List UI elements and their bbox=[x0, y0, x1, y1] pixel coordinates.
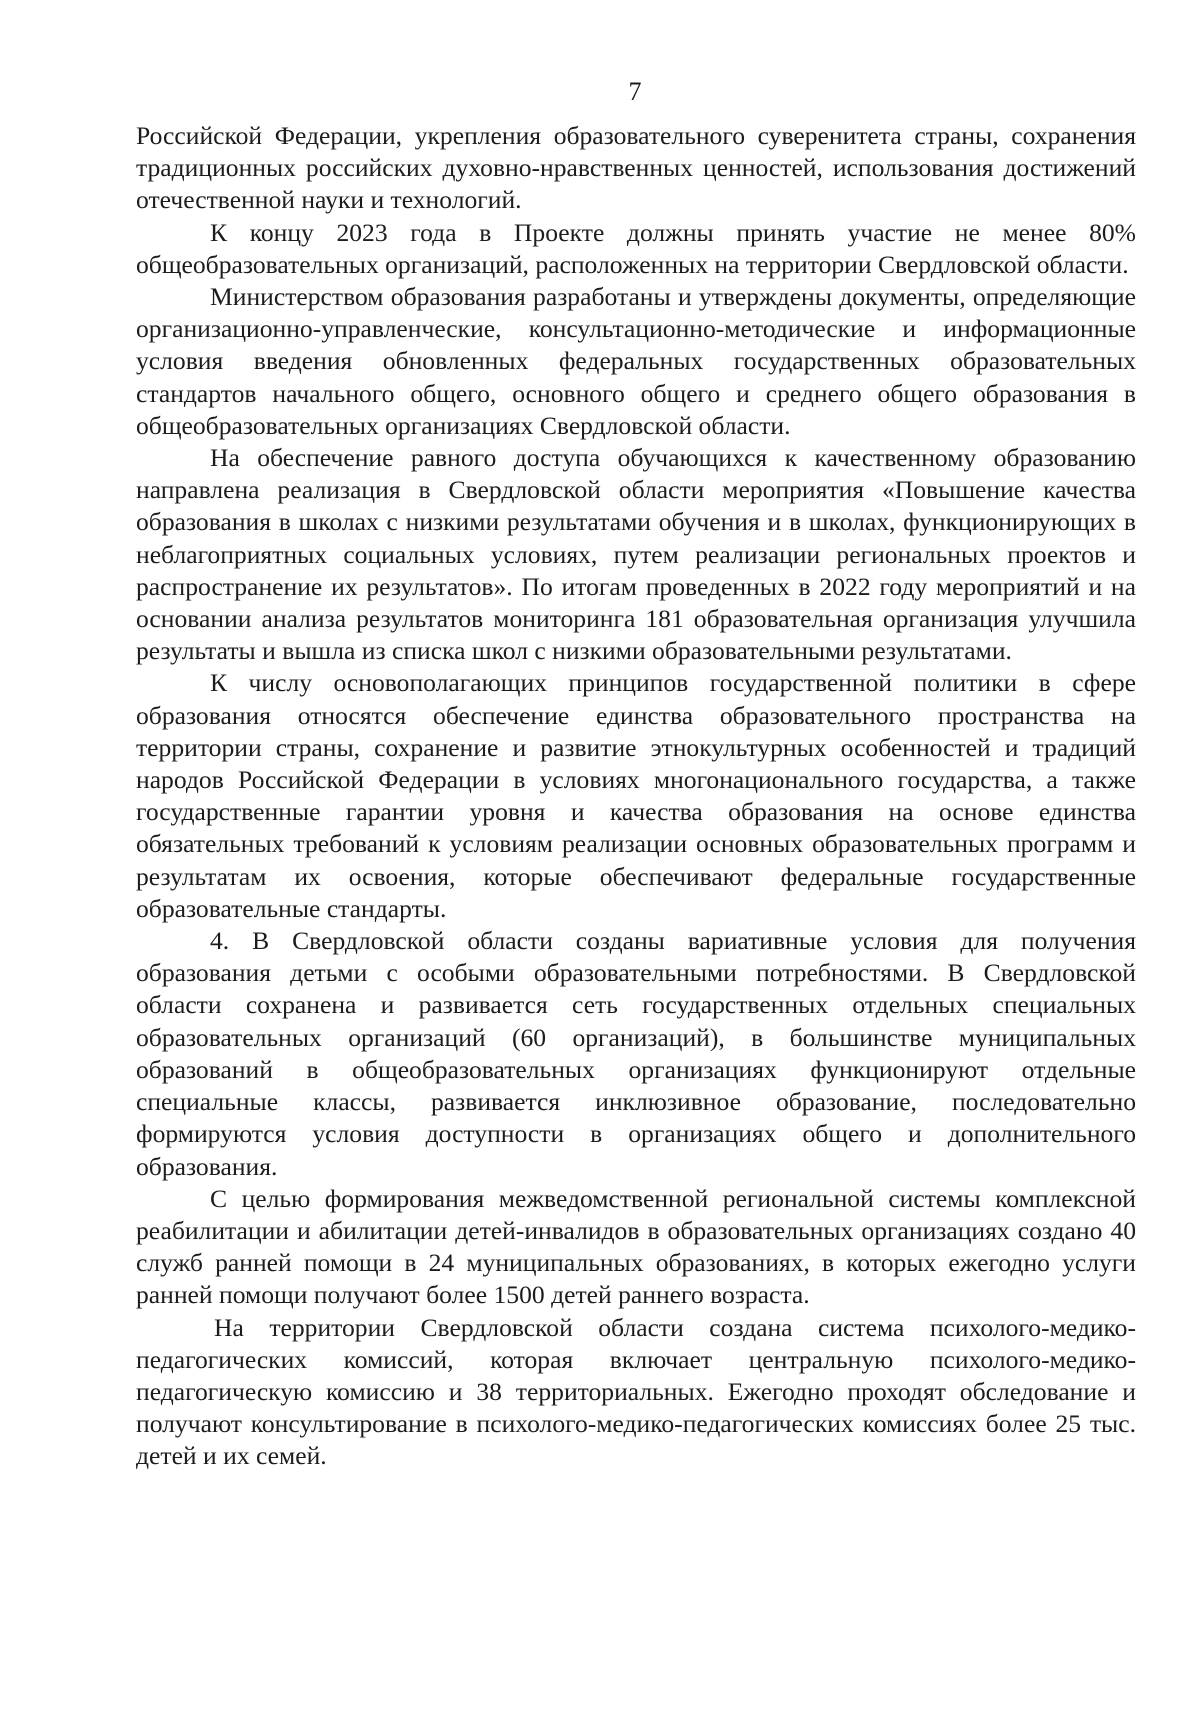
page-number: 7 bbox=[628, 77, 642, 106]
paragraph-ministry-documents: Министерством образования разработаны и утверждены документы, определяющие организационно-управленческие, консультационно-методические и информационные условия введения обновленных федеральных государственных образовательных стандартов начального общего, основного общего и среднего общего образования в общеобразовательных организациях Свердловской области. bbox=[136, 282, 1136, 440]
paragraph-project-participation: К концу 2023 года в Проекте должны принять участие не менее 80% общеобразовательных организаций, расположенных на территории Свердловской области. bbox=[136, 217, 1136, 279]
document-body bbox=[136, 120, 1136, 1473]
paragraph-state-policy-principles: К числу основополагающих принципов государственной политики в сфере образования относятся обеспечение единства образовательного пространства на территории страны, сохранение и развитие этнокультурных особенностей и традиций народов Российской Федерации в условиях многонационального государства, а также государственные гарантии уровня и качества образования на основе единства обязательных требований к условиям реализации основных образовательных программ и результатам их освоения, которые обеспечивают федеральные государственные образовательные стандарты. bbox=[136, 668, 1136, 923]
paragraph-special-needs-education: 4. В Свердловской области созданы вариативные условия для получения образования детьми с особыми образовательными потребностями. В Свердловской области сохранена и развивается сеть государственных отдельных специальных образовательных организаций (60 организаций), в большинстве муниципальных образований в общеобразовательных организациях функционируют отдельные специальные классы, развивается инклюзивное образование, последовательно формируются условия доступности в организациях общего и дополнительного образования. bbox=[136, 926, 1136, 1181]
paragraph-continuation: Российской Федерации, укрепления образовательного суверенитета страны, сохранения традиционных российских духовно-нравственных ценностей, использования достижений отечественной науки и технологий. bbox=[136, 121, 1136, 215]
paragraph-pmpk-system: На территории Свердловской области создана система психолого-медико-педагогических комиссий, которая включает центральную психолого-медико-педагогическую комиссию и 38 территориальных. Ежегодно проходят обследование и получают консультирование в психолого-медико-педагогических комиссиях более 25 тыс. детей и их семей. bbox=[136, 1312, 1136, 1471]
paragraph-early-help-services: С целью формирования межведомственной региональной системы комплексной реабилитации и абилитации детей-инвалидов в образовательных организациях создано 40 служб ранней помощи в 24 муниципальных образованиях, в которых ежегодно услуги ранней помощи получают более 1500 детей раннего возраста. bbox=[136, 1183, 1136, 1310]
paragraph-equal-access: На обеспечение равного доступа обучающихся к качественному образованию направлена реализация в Свердловской области мероприятия «Повышение качества образования в школах с низкими результатами обучения и в школах, функционирующих в неблагоприятных социальных условиях, путем реализации региональных проектов и распространение их результатов». По итогам проведенных в 2022 году мероприятий и на основании анализа результатов мониторинга 181 образовательная организация улучшила результаты и вышла из списка школ с низкими образовательными результатами. bbox=[136, 443, 1136, 666]
